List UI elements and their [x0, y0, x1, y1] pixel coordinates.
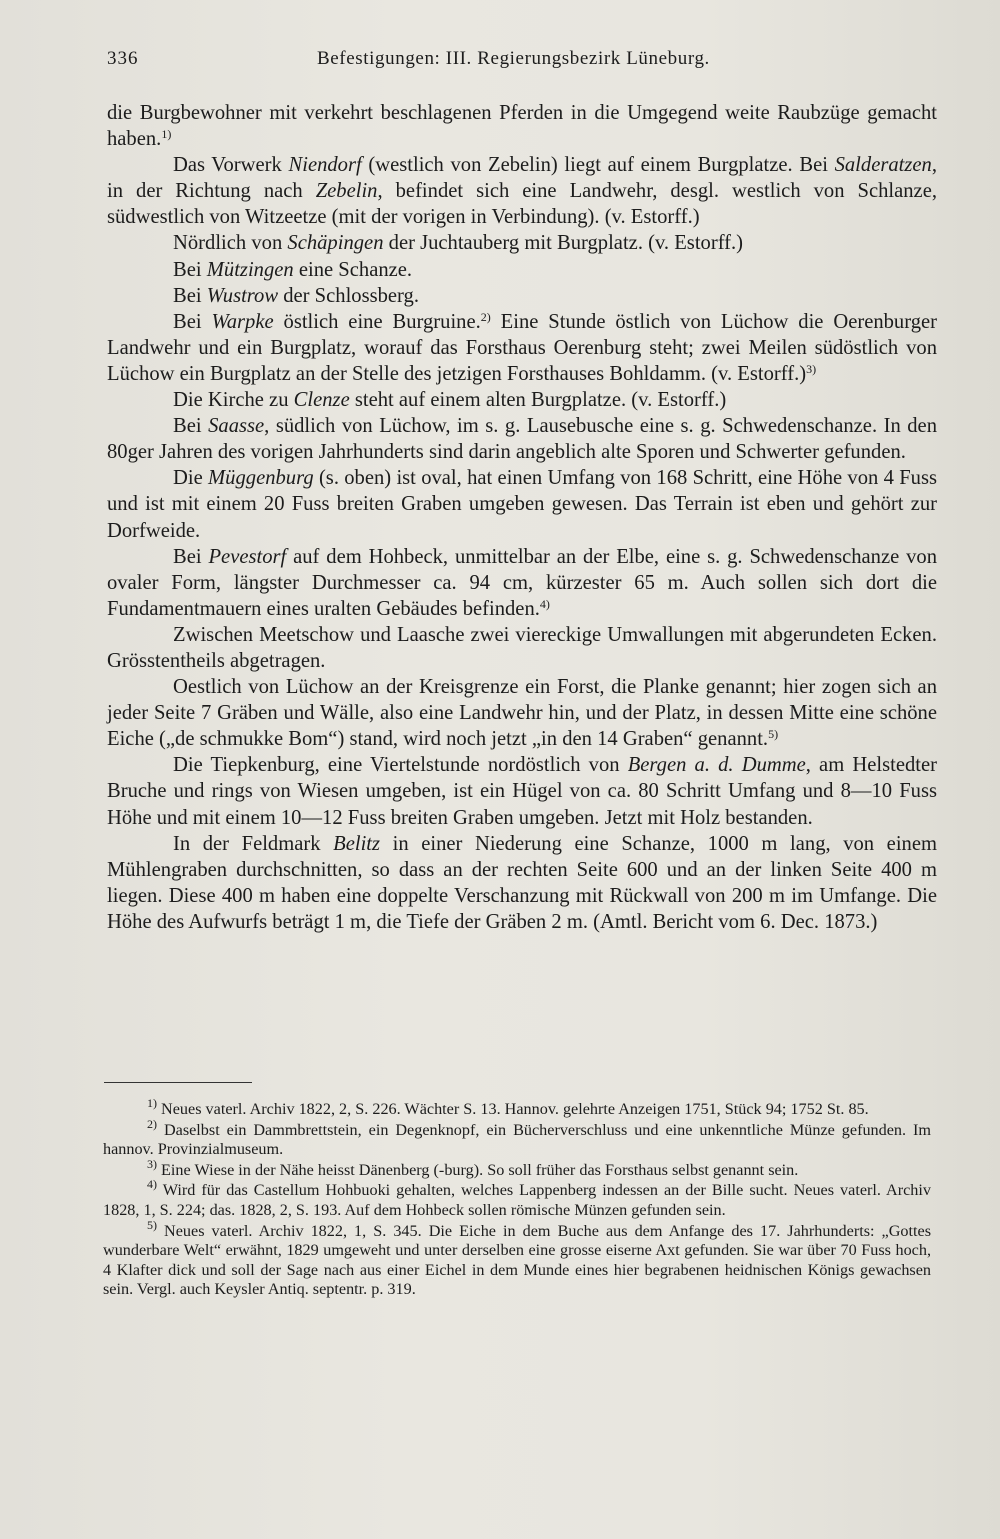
footnote-mark: 3) [147, 1156, 157, 1171]
paragraph: Bei Mützingen eine Schanze. [173, 258, 413, 281]
place-name: Pevestorf [208, 545, 287, 568]
place-name: Niendorf [288, 154, 362, 177]
place-name: Saasse [208, 415, 265, 438]
footnote-ref: 4) [539, 596, 550, 611]
place-name: Zebelin [315, 180, 378, 203]
paragraph: Die Tiepkenburg, eine Viertelstunde nordöstlich von Bergen a. d. Dumme, am Helstedter Bruche und rings von Wiesen umgeben, ist ein Hügel von ca. 80 Schritt Umfang und 8—10 Fuss Höhe und mit einem 10—12 Fuss breiten Graben umgeben. Jetzt mit Holz bestanden. [107, 754, 937, 829]
page-header [107, 42, 943, 74]
footnote: $^{1)}$ Neues vaterl. Archiv 1822, 2, S. 226. Wächter S. 13. Hannov. gelehrte Anzeigen 1751, Stück 94; 1752 St. 85. [147, 1096, 869, 1118]
footnote: $^{5)}$ Neues vaterl. Archiv 1822, 1, S. 345. Die Eiche in dem Buche aus dem Anfange des 17. Jahrhunderts: „Gottes wunderbare Welt“ erwähnt, 1829 umgeweht und unter derselben eine grosse eiserne Axt gefunden. Sie war über 70 Fuss hoch, 4 Klafter dick und soll der Sage nach aus einer Eichel in dem Munde eines hier begrabenen heidnischen Königs gewachsen sein. Vergl. auch Keysler Antiq. septentr. p. 319. [103, 1217, 931, 1299]
place-name: Clenze [293, 389, 350, 412]
place-name: Salderatzen [834, 154, 932, 177]
place-name: Mützingen [206, 258, 294, 281]
footnote-mark: 1) [147, 1096, 157, 1110]
footnote: $^{3)}$ Eine Wiese in der Nähe heisst Dänenberg (-burg). So soll früher das Forsthaus selbst genannt sein. [147, 1156, 799, 1179]
place-name: Belitz [333, 832, 381, 855]
page-number: 336 [107, 48, 139, 69]
paragraph: In der Feldmark Belitz in einer Niederung eine Schanze, 1000 m lang, von einem Mühlengraben durchschnitten, so dass an der rechten Seite 600 und an der linken Seite 400 m liegen. Diese 400 m haben eine doppelte Verschanzung mit Rückwall von 200 m im Umfange. Die Höhe des Aufwurfs beträgt 1 m, die Tiefe der Gräben 2 m. (Amtl. Bericht vom 6. Dec. 1873.) [107, 832, 938, 933]
footnote-mark: 2) [147, 1116, 157, 1131]
footnote-ref: 1) [161, 127, 172, 142]
place-name: Bergen a. d. Dumme [627, 754, 806, 777]
footnote-ref: 3) [806, 361, 817, 376]
footnote-ref: 2) [480, 309, 491, 324]
paragraph: Bei Pevestorf auf dem Hohbeck, unmittelbar an der Elbe, eine s. g. Schwedenschanze von ovaler Form, längster Durchmesser ca. 94 cm, kürzester 65 m. Auch sollen sich dort die Fundamentmauern eines uralten Gebäudes befinden.$^{4)}$ [107, 545, 937, 620]
place-name: Warpke [211, 310, 274, 333]
paragraph: Die Müggenburg (s. oben) ist oval, hat einen Umfang von 168 Schritt, eine Höhe von 4 Fuss und ist mit einem 20 Fuss breiten Graben umgeben gewesen. Das Terrain ist eben und gehört zur Dorfweide. [107, 467, 937, 542]
paragraph: Oestlich von Lüchow an der Kreisgrenze ein Forst, die Planke genannt; hier zogen sich an jeder Seite 7 Gräben und Wälle, also eine Landwehr hin, und der Platz, in dessen Mitte eine schöne Eiche („de schmukke Bom“) stand, wird noch jetzt „in den 14 Graben“ genannt.$^{5)}$ [107, 676, 937, 751]
paragraph: die Burgbewohner mit verkehrt beschlagenen Pferden in die Umgegend weite Raubzüge gemacht haben.$^{1)}$ [107, 102, 937, 151]
paragraph: Die Kirche zu Clenze steht auf einem alten Burgplatze. (v. Estorff.) [173, 389, 727, 412]
body-text [107, 100, 937, 935]
place-name: Schäpingen [287, 232, 384, 255]
footnote-mark: 5) [147, 1217, 157, 1232]
paragraph: Nördlich von Schäpingen der Juchtauberg mit Burgplatz. (v. Estorff.) [173, 232, 744, 255]
paragraph: Zwischen Meetschow und Laasche zwei viereckige Umwallungen mit abgerundeten Ecken. Grösstentheils abgetragen. [107, 623, 937, 672]
footnote: $^{2)}$ Daselbst ein Dammbrettstein, ein Degenknopf, ein Bücherverschluss und eine unkenntliche Münze gefunden. Im hannov. Provinzialmuseum. [103, 1116, 931, 1159]
place-name: Wustrow [206, 284, 279, 307]
footnote-mark: 4) [147, 1177, 157, 1192]
footnote: $^{4)}$ Wird für das Castellum Hohbuoki gehalten, welches Lappenberg indessen an der Bille sucht. Neues vaterl. Archiv 1828, 1, S. 224; das. 1828, 2, S. 193. Auf dem Hohbeck sollen römische Münzen gefunden sein. [103, 1177, 931, 1219]
paragraph: Bei Saasse, südlich von Lüchow, im s. g. Lausebusche eine s. g. Schwedenschanze. In den 80ger Jahren des vorigen Jahrhunderts sind darin angeblich alte Sporen und Schwerter gefunden. [107, 415, 937, 464]
footnote-ref: 5) [768, 727, 779, 742]
running-title: Befestigungen: III. Regierungsbezirk Lüneburg. [317, 48, 710, 69]
place-name: Müggenburg [208, 467, 314, 490]
paragraph: Das Vorwerk Niendorf (westlich von Zebelin) liegt auf einem Burgplatze. Bei Salderatzen, in der Richtung nach Zebelin, befindet sich eine Landwehr, desgl. westlich von Schlanze, südwestlich von Witzeetze (mit der vorigen in Verbindung). (v. Estorff.) [107, 154, 937, 229]
footnote-divider [104, 1082, 252, 1083]
paragraph: Bei Wustrow der Schlossberg. [173, 284, 419, 307]
footnotes [103, 1096, 931, 1301]
paragraph: Bei Warpke östlich eine Burgruine.$^{2)}$ Eine Stunde östlich von Lüchow die Oerenburger Landwehr und ein Burgplatz, worauf das Forsthaus Oerenburg steht; zwei Meilen südöstlich von Lüchow ein Burgplatz an der Stelle des jetzigen Forsthauses Bohldamm. (v. Estorff.)$^{3)}$ [107, 309, 938, 385]
